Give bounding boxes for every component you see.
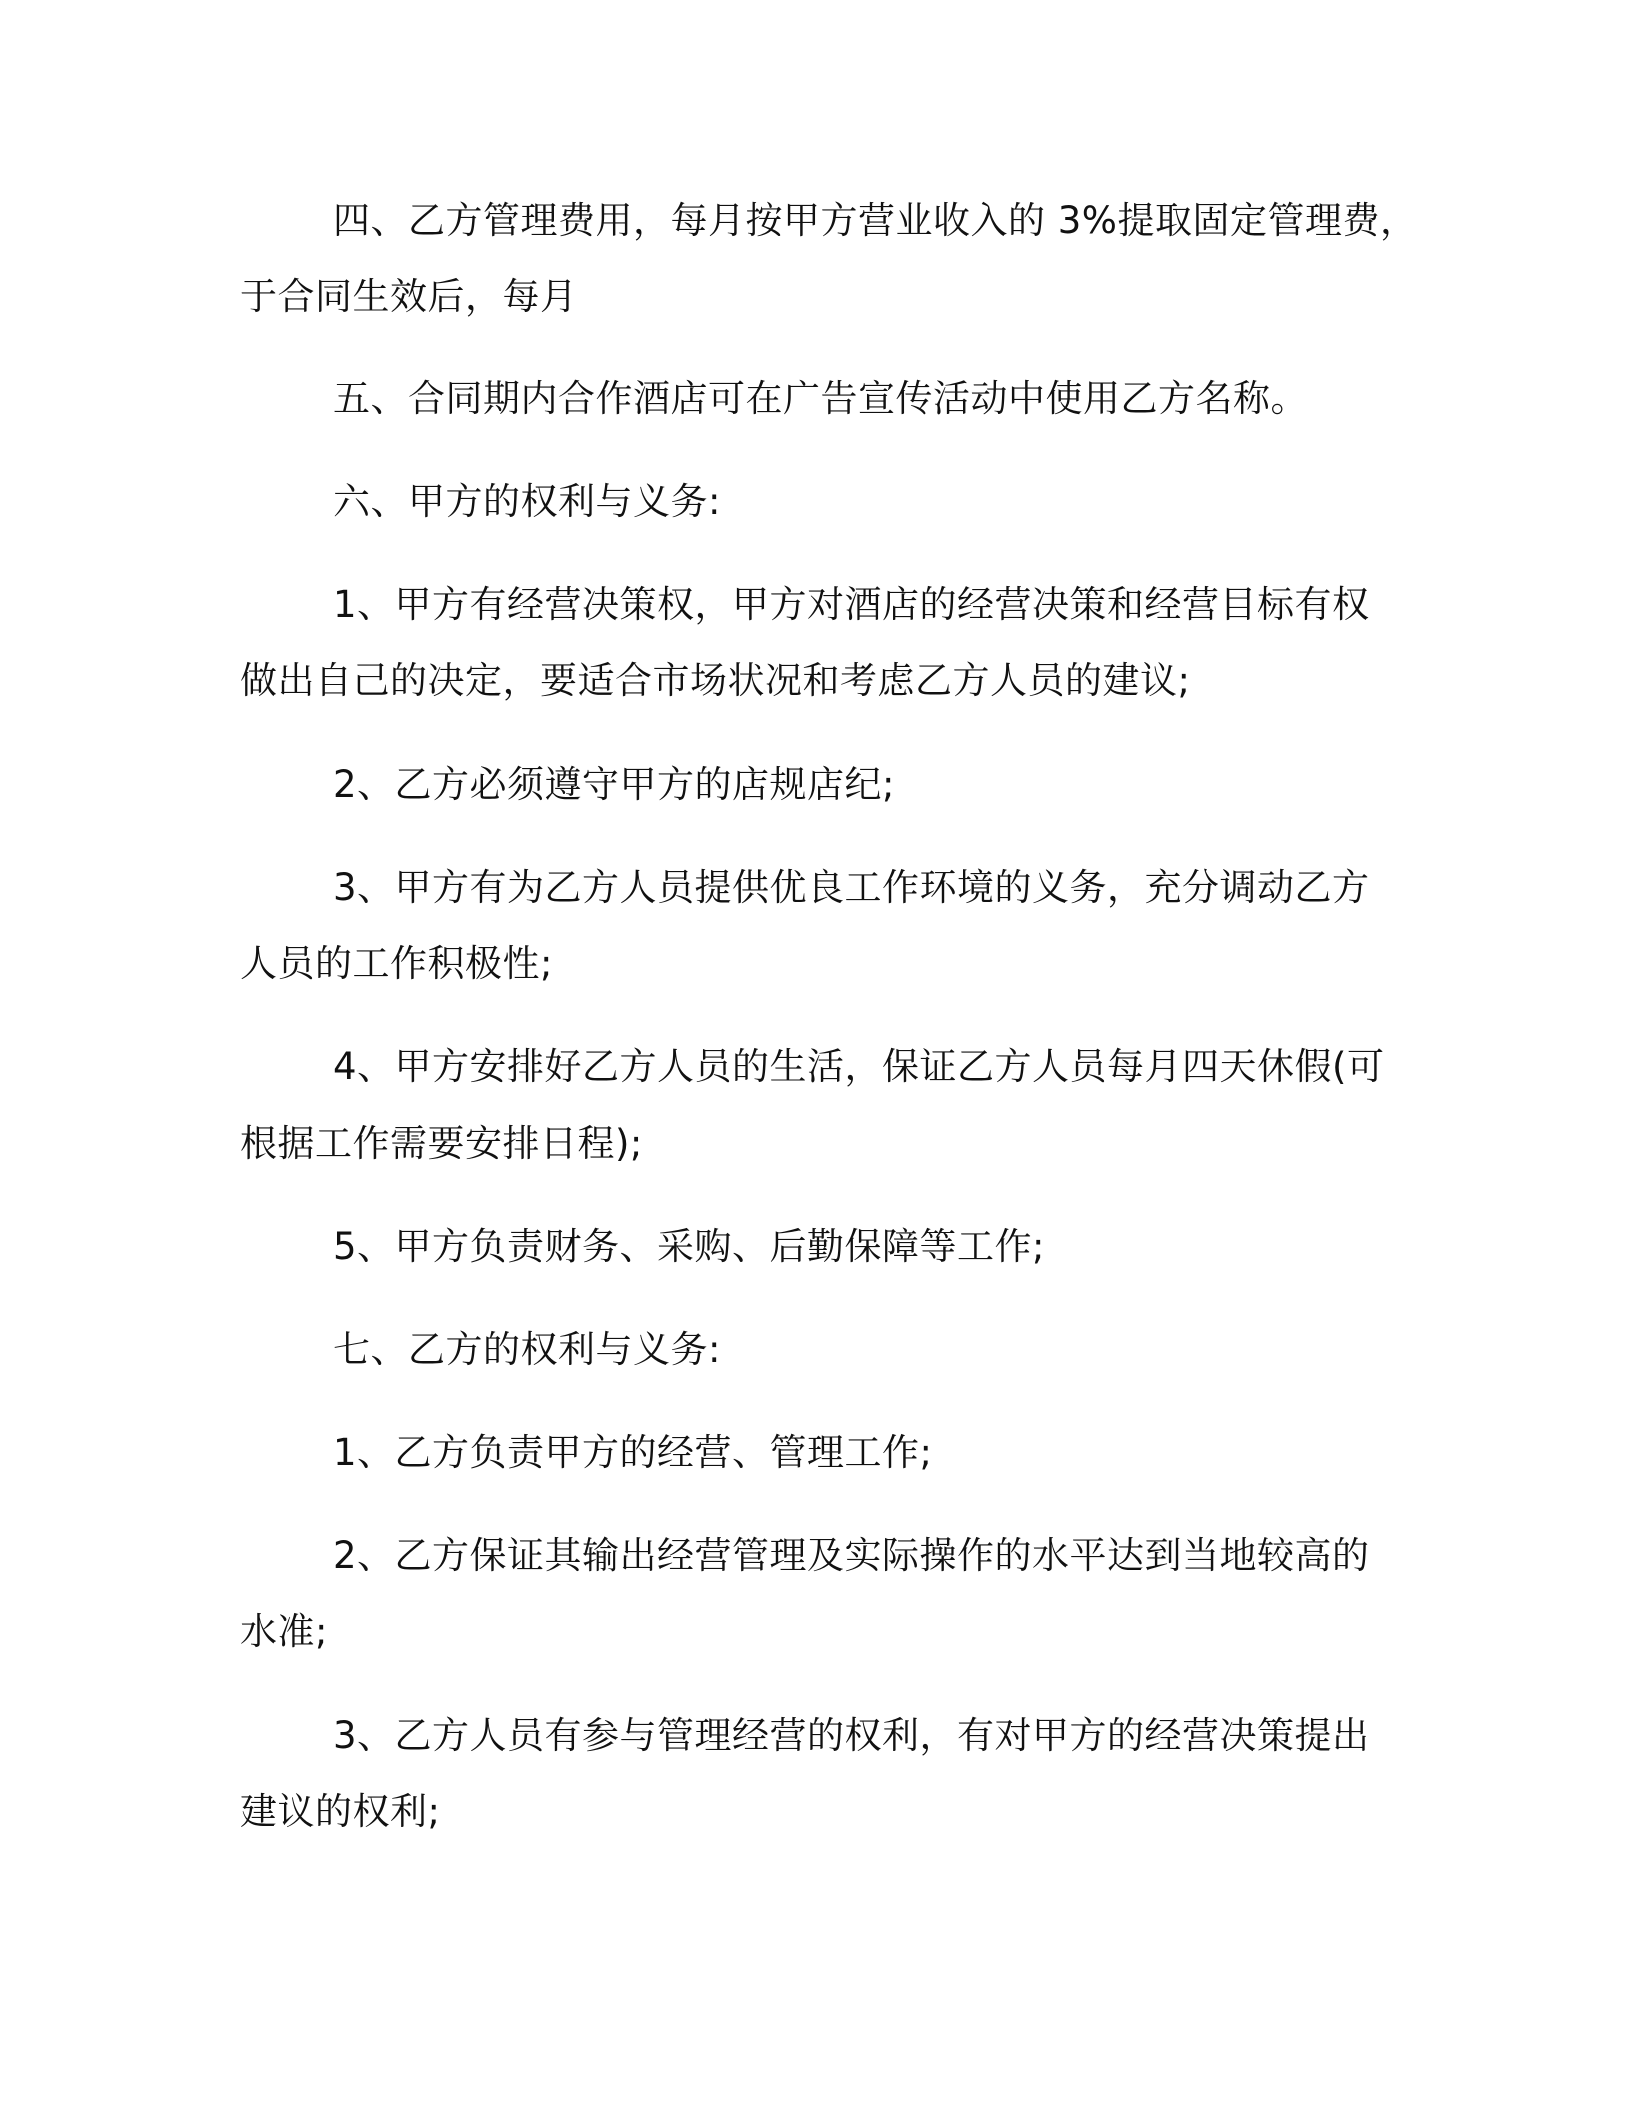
item-7-2-line-1: 2、乙方保证其输出经营管理及实际操作的水平达到当地较高的 <box>333 1534 1370 1577</box>
section-7-heading: 七、乙方的权利与义务: <box>333 1328 721 1371</box>
item-7-1-line: 1、乙方负责甲方的经营、管理工作; <box>333 1431 933 1474</box>
item-7-2-line-2: 水准; <box>240 1610 328 1653</box>
item-7-3-line-1: 3、乙方人员有参与管理经营的权利，有对甲方的经营决策提出 <box>333 1714 1370 1757</box>
item-6-5-line: 5、甲方负责财务、采购、后勤保障等工作; <box>333 1225 1046 1268</box>
section-6-heading: 六、甲方的权利与义务: <box>333 480 721 523</box>
item-6-1-line-1: 1、甲方有经营决策权，甲方对酒店的经营决策和经营目标有权 <box>333 583 1370 626</box>
item-6-3-line-1: 3、甲方有为乙方人员提供优良工作环境的义务，充分调动乙方 <box>333 866 1370 909</box>
item-6-2-line: 2、乙方必须遵守甲方的店规店纪; <box>333 763 896 806</box>
clause-5-line: 五、合同期内合作酒店可在广告宣传活动中使用乙方名称。 <box>333 377 1308 420</box>
item-6-1-line-2: 做出自己的决定，要适合市场状况和考虑乙方人员的建议; <box>240 659 1191 702</box>
item-7-3-line-2: 建议的权利; <box>240 1790 441 1833</box>
item-6-4-line-2: 根据工作需要安排日程); <box>240 1122 643 1165</box>
clause-4-line-2: 于合同生效后，每月 <box>240 275 578 318</box>
item-6-3-line-2: 人员的工作积极性; <box>240 942 553 985</box>
clause-4-line-1: 四、乙方管理费用，每月按甲方营业收入的 3%提取固定管理费， <box>333 199 1418 242</box>
item-6-4-line-1: 4、甲方安排好乙方人员的生活，保证乙方人员每月四天休假(可 <box>333 1045 1385 1088</box>
